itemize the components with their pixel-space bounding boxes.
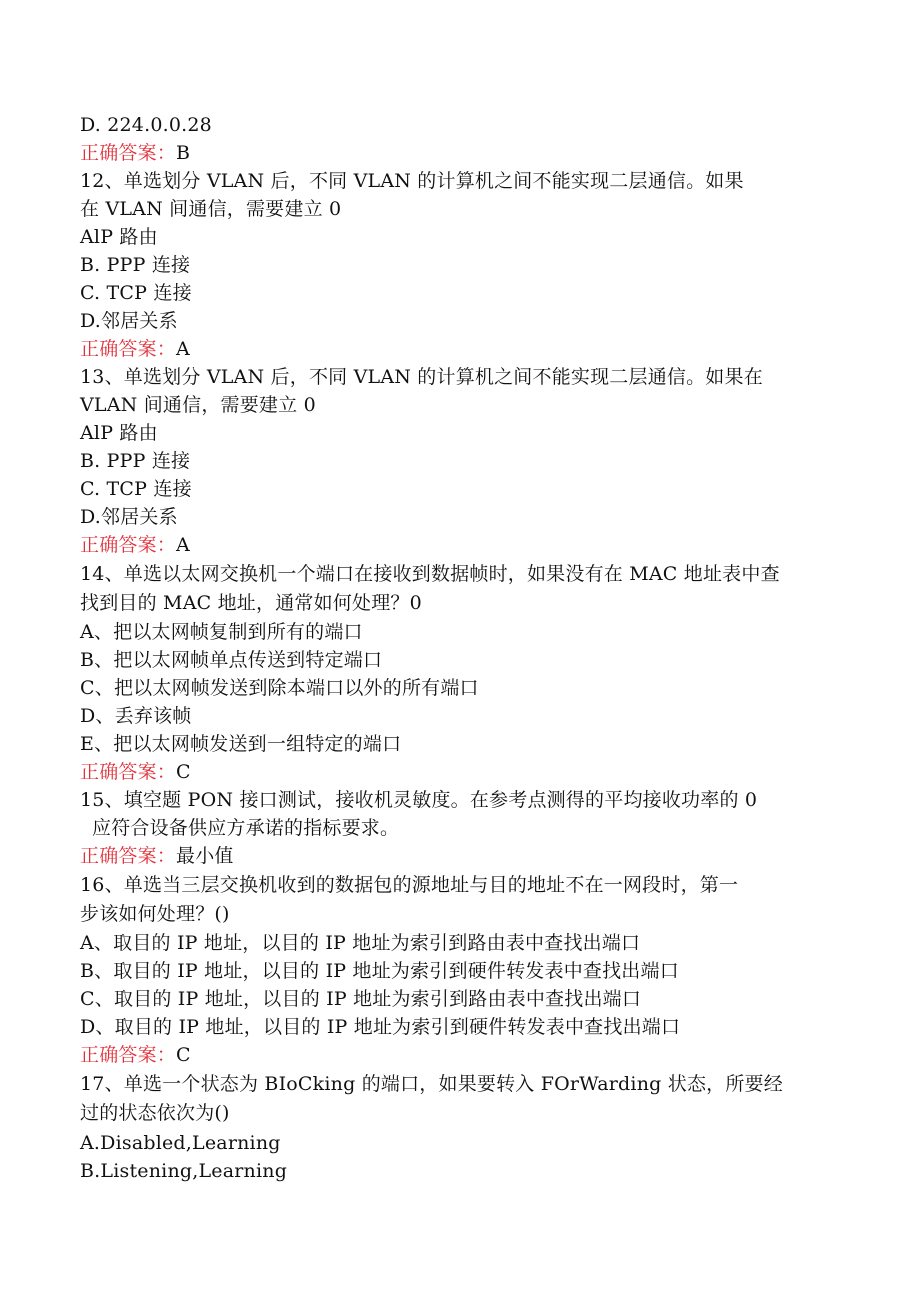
option-c-line: C. TCP 连接 <box>80 478 192 500</box>
answer-label: 正确答案： <box>80 1044 177 1066</box>
answer-label: 正确答案： <box>80 338 177 360</box>
option-c-line: C、把以太网帧发送到除本端口以外的所有端口 <box>80 677 479 699</box>
correct-answer-line <box>80 1042 191 1068</box>
option-a-line: AlP 路由 <box>80 422 158 444</box>
option-d-line: D.邻居关系 <box>80 506 178 528</box>
option-d-line: D. 224.0.0.28 <box>80 114 212 136</box>
question-12-text: 12、单选划分 VLAN 后，不同 VLAN 的计算机之间不能实现二层通信。如果 <box>80 170 744 192</box>
question-15-text: 15、填空题 PON 接口测试，接收机灵敏度。在参考点测得的平均接收功率的 0 <box>80 789 758 811</box>
correct-answer-line <box>80 843 234 869</box>
question-17-text: 17、单选一个状态为 BIoCking 的端口，如果要转入 FOrWarding 状态，所要经 <box>80 1073 783 1095</box>
question-13-text: 13、单选划分 VLAN 后，不同 VLAN 的计算机之间不能实现二层通信。如果在 <box>80 366 763 388</box>
question-13-text-cont: VLAN 间通信，需要建立 0 <box>80 394 316 416</box>
option-b-line: B、取目的 IP 地址，以目的 IP 地址为索引到硬件转发表中查找出端口 <box>80 960 679 982</box>
option-c-line: C. TCP 连接 <box>80 282 192 304</box>
option-d-line: D、取目的 IP 地址，以目的 IP 地址为索引到硬件转发表中查找出端口 <box>80 1016 681 1038</box>
question-17-text-cont: 过的状态依次为() <box>80 1102 230 1124</box>
option-e-line: E、把以太网帧发送到一组特定的端口 <box>80 733 402 755</box>
question-15-text-cont: 应符合设备供应方承诺的指标要求。 <box>92 817 400 839</box>
answer-label: 正确答案： <box>80 534 177 556</box>
option-b-line: B. PPP 连接 <box>80 254 191 276</box>
option-a-line: A.Disabled,Learning <box>80 1132 281 1154</box>
option-c-line: C、取目的 IP 地址，以目的 IP 地址为索引到路由表中查找出端口 <box>80 988 642 1010</box>
answer-label: 正确答案： <box>80 845 177 867</box>
answer-label: 正确答案： <box>80 761 177 783</box>
question-14-text: 14、单选以太网交换机一个端口在接收到数据帧时，如果没有在 MAC 地址表中查 <box>80 563 780 585</box>
answer-value: C <box>176 1044 191 1066</box>
correct-answer-line <box>80 336 190 362</box>
option-b-line: B、把以太网帧单点传送到特定端口 <box>80 649 383 671</box>
option-a-line: A、把以太网帧复制到所有的端口 <box>80 621 363 643</box>
option-a-line: AlP 路由 <box>80 226 158 248</box>
option-b-line: B. PPP 连接 <box>80 450 191 472</box>
correct-answer-line <box>80 759 191 785</box>
answer-value: B <box>176 142 191 164</box>
question-12-text-cont: 在 VLAN 间通信，需要建立 0 <box>80 198 342 220</box>
option-d-line: D、丢弃该帧 <box>80 705 192 727</box>
answer-value: 最小值 <box>176 845 234 867</box>
answer-value: A <box>176 534 190 556</box>
answer-label: 正确答案： <box>80 142 177 164</box>
question-14-text-cont: 找到目的 MAC 地址，通常如何处理？0 <box>80 592 422 614</box>
question-16-text: 16、单选当三层交换机收到的数据包的源地址与目的地址不在一网段时，第一 <box>80 874 739 896</box>
option-d-line: D.邻居关系 <box>80 310 178 332</box>
question-16-text-cont: 步该如何处理？() <box>80 903 230 925</box>
option-b-line: B.Listening,Learning <box>80 1160 288 1182</box>
correct-answer-line <box>80 140 190 166</box>
correct-answer-line <box>80 532 190 558</box>
option-a-line: A、取目的 IP 地址，以目的 IP 地址为索引到路由表中查找出端口 <box>80 932 641 954</box>
answer-value: C <box>176 761 191 783</box>
answer-value: A <box>176 338 190 360</box>
